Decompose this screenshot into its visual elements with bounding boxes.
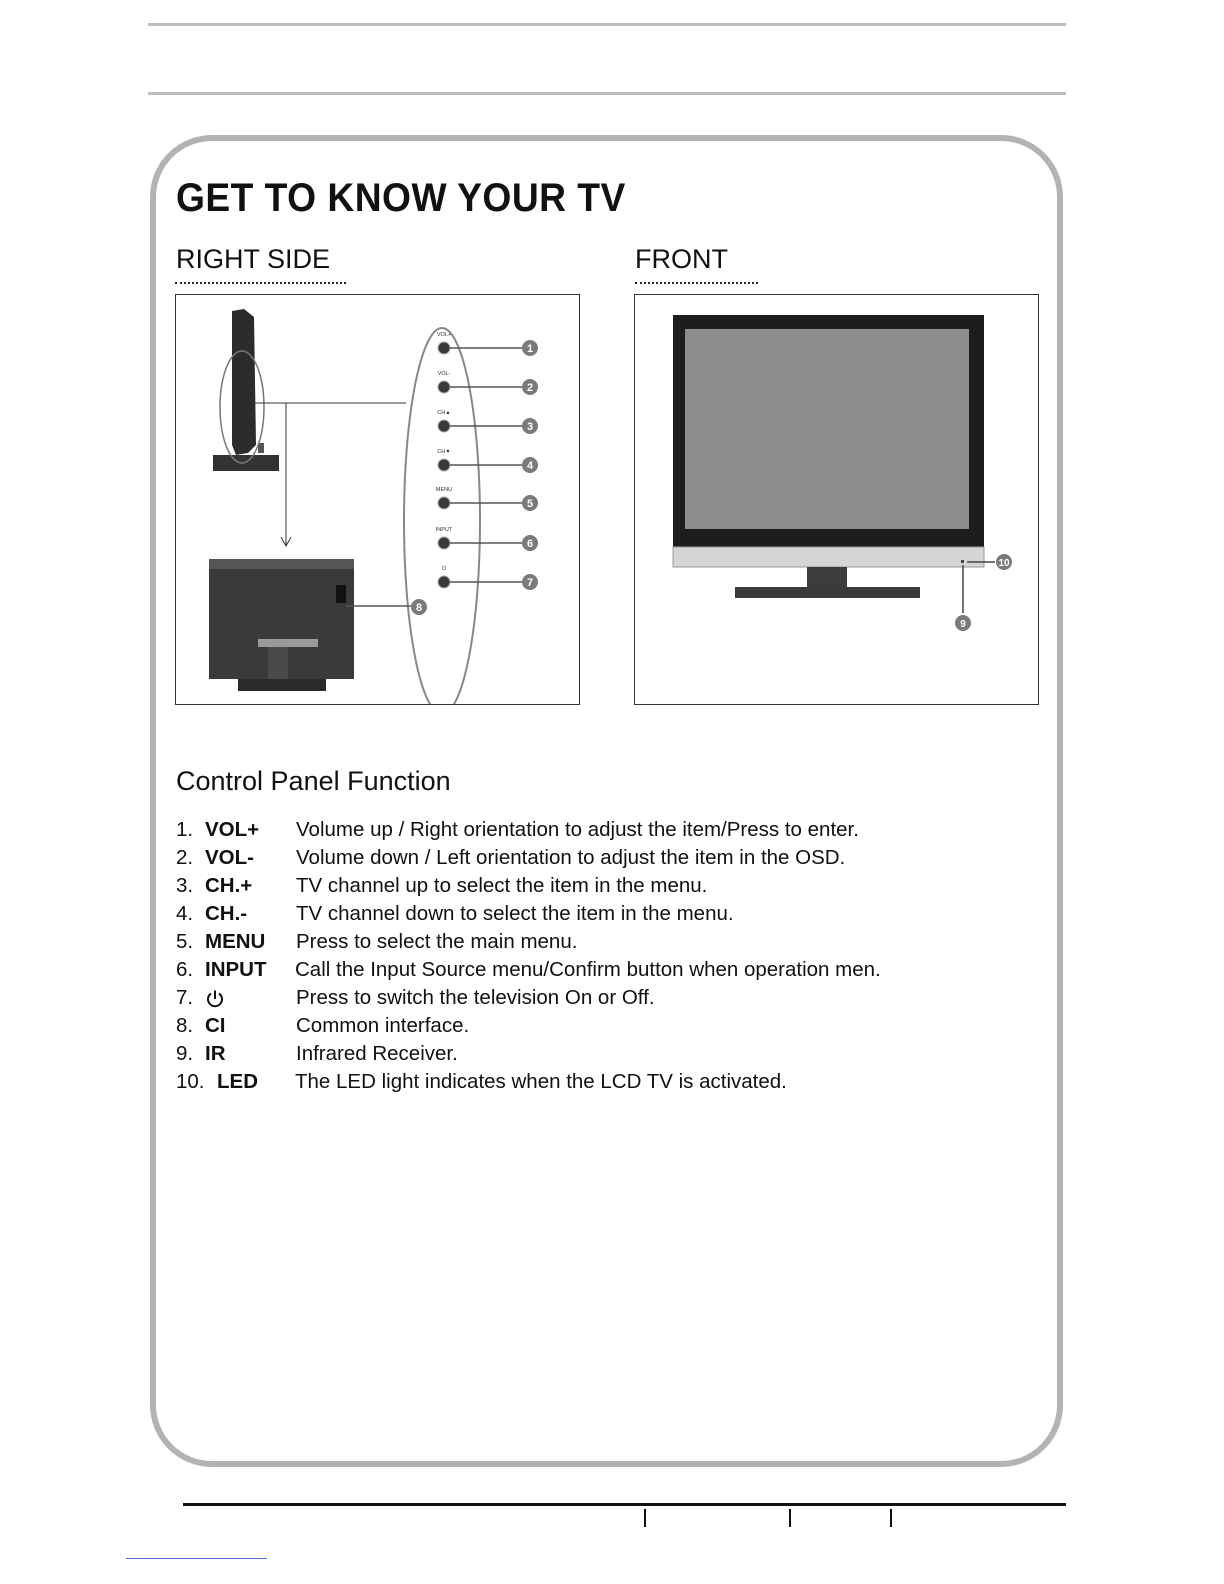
right-side-underline <box>175 282 346 284</box>
button-label: INPUT <box>435 527 453 533</box>
item-description: Press to select the main menu. <box>296 930 578 953</box>
footer-link-underline <box>126 1558 267 1559</box>
item-number: 3. <box>176 874 194 897</box>
tv-rear-stand <box>238 679 326 691</box>
tv-button <box>438 420 450 432</box>
header-rule-top <box>148 23 1066 26</box>
footer-tick <box>789 1509 791 1527</box>
item-description: Call the Input Source menu/Confirm button when operation men. <box>295 958 881 981</box>
tv-stand-neck <box>807 567 847 587</box>
callout-label: 4 <box>526 460 534 472</box>
front-diagram <box>635 295 1038 704</box>
right-side-figure <box>175 294 580 705</box>
item-description: Volume down / Left orientation to adjust the item in the OSD. <box>296 846 846 869</box>
right-side-heading: RIGHT SIDE <box>176 244 331 274</box>
tv-rear-ports <box>258 639 318 647</box>
button-label: ⏻ <box>441 566 447 572</box>
tv-button <box>438 576 450 588</box>
callout-label: 8 <box>415 602 423 614</box>
list-item <box>176 984 1026 1012</box>
button-label: MENU <box>435 487 453 493</box>
item-key: VOL+ <box>205 818 260 841</box>
front-figure <box>634 294 1039 705</box>
item-description: TV channel down to select the item in the menu. <box>296 902 734 925</box>
item-description: Press to switch the television On or Off. <box>296 986 655 1009</box>
front-underline <box>635 282 758 284</box>
footer-tick <box>644 1509 646 1527</box>
item-description: Common interface. <box>296 1014 470 1037</box>
item-number: 9. <box>176 1042 194 1065</box>
callout-10-label: 10 <box>998 558 1010 569</box>
control-panel-heading: Control Panel Function <box>176 766 451 796</box>
callout-label: 7 <box>526 577 534 589</box>
tv-rear-neck <box>268 647 288 679</box>
list-item <box>176 956 1026 984</box>
page-title: GET TO KNOW YOUR TV <box>176 176 626 220</box>
item-number: 7. <box>176 986 194 1009</box>
item-description: Volume up / Right orientation to adjust the item/Press to enter. <box>296 818 859 841</box>
list-item <box>176 900 1026 928</box>
item-description: Infrared Receiver. <box>296 1042 458 1065</box>
tv-button <box>438 381 450 393</box>
item-number: 5. <box>176 930 194 953</box>
item-number: 2. <box>176 846 194 869</box>
button-column <box>436 332 453 588</box>
front-heading: FRONT <box>635 244 728 274</box>
callout-9-label: 9 <box>960 619 966 630</box>
item-number: 10. <box>176 1070 205 1093</box>
tv-button <box>438 342 450 354</box>
tv-stand-base <box>735 587 920 598</box>
list-item <box>176 816 1026 844</box>
list-item <box>176 1040 1026 1068</box>
list-item <box>176 844 1026 872</box>
item-number: 6. <box>176 958 194 981</box>
button-label: CH▼ <box>437 449 451 455</box>
list-item <box>176 928 1026 956</box>
ci-slot <box>336 585 346 603</box>
callout-label: 2 <box>526 382 534 394</box>
list-item <box>176 872 1026 900</box>
tv-button <box>438 497 450 509</box>
item-key: MENU <box>205 930 266 953</box>
item-key: INPUT <box>205 958 267 981</box>
tv-button <box>438 459 450 471</box>
button-label: VOL- <box>437 371 451 377</box>
tv-side-profile <box>232 309 256 455</box>
led-indicator <box>961 560 964 563</box>
item-key: CI <box>205 1014 226 1037</box>
tv-rear-vent <box>209 559 354 569</box>
item-key: LED <box>217 1070 258 1093</box>
callout-label: 5 <box>526 498 534 510</box>
footer-rule <box>183 1503 1066 1506</box>
callout-label: 3 <box>526 421 534 433</box>
button-label: VOL+ <box>436 332 452 338</box>
tv-side-stand <box>213 455 279 471</box>
item-number: 1. <box>176 818 194 841</box>
item-key: CH.- <box>205 902 248 925</box>
item-key: VOL- <box>205 846 254 869</box>
control-panel-list <box>176 816 1026 1096</box>
list-item <box>176 1012 1026 1040</box>
callout-label: 6 <box>526 538 534 550</box>
item-key: IR <box>205 1042 226 1065</box>
item-description: The LED light indicates when the LCD TV is activated. <box>295 1070 787 1093</box>
item-number: 4. <box>176 902 194 925</box>
callout-label: 1 <box>526 343 534 355</box>
tv-screen <box>685 329 969 529</box>
item-number: 8. <box>176 1014 194 1037</box>
power-icon-svg <box>205 989 225 1009</box>
right-side-diagram <box>176 295 579 704</box>
item-description: TV channel up to select the item in the menu. <box>296 874 708 897</box>
button-label: CH▲ <box>437 410 451 416</box>
list-item <box>176 1068 1026 1096</box>
header-rule-bottom <box>148 92 1066 95</box>
item-key: CH.+ <box>205 874 253 897</box>
tv-button <box>438 537 450 549</box>
tv-speaker-bar <box>673 547 984 567</box>
footer-tick <box>890 1509 892 1527</box>
